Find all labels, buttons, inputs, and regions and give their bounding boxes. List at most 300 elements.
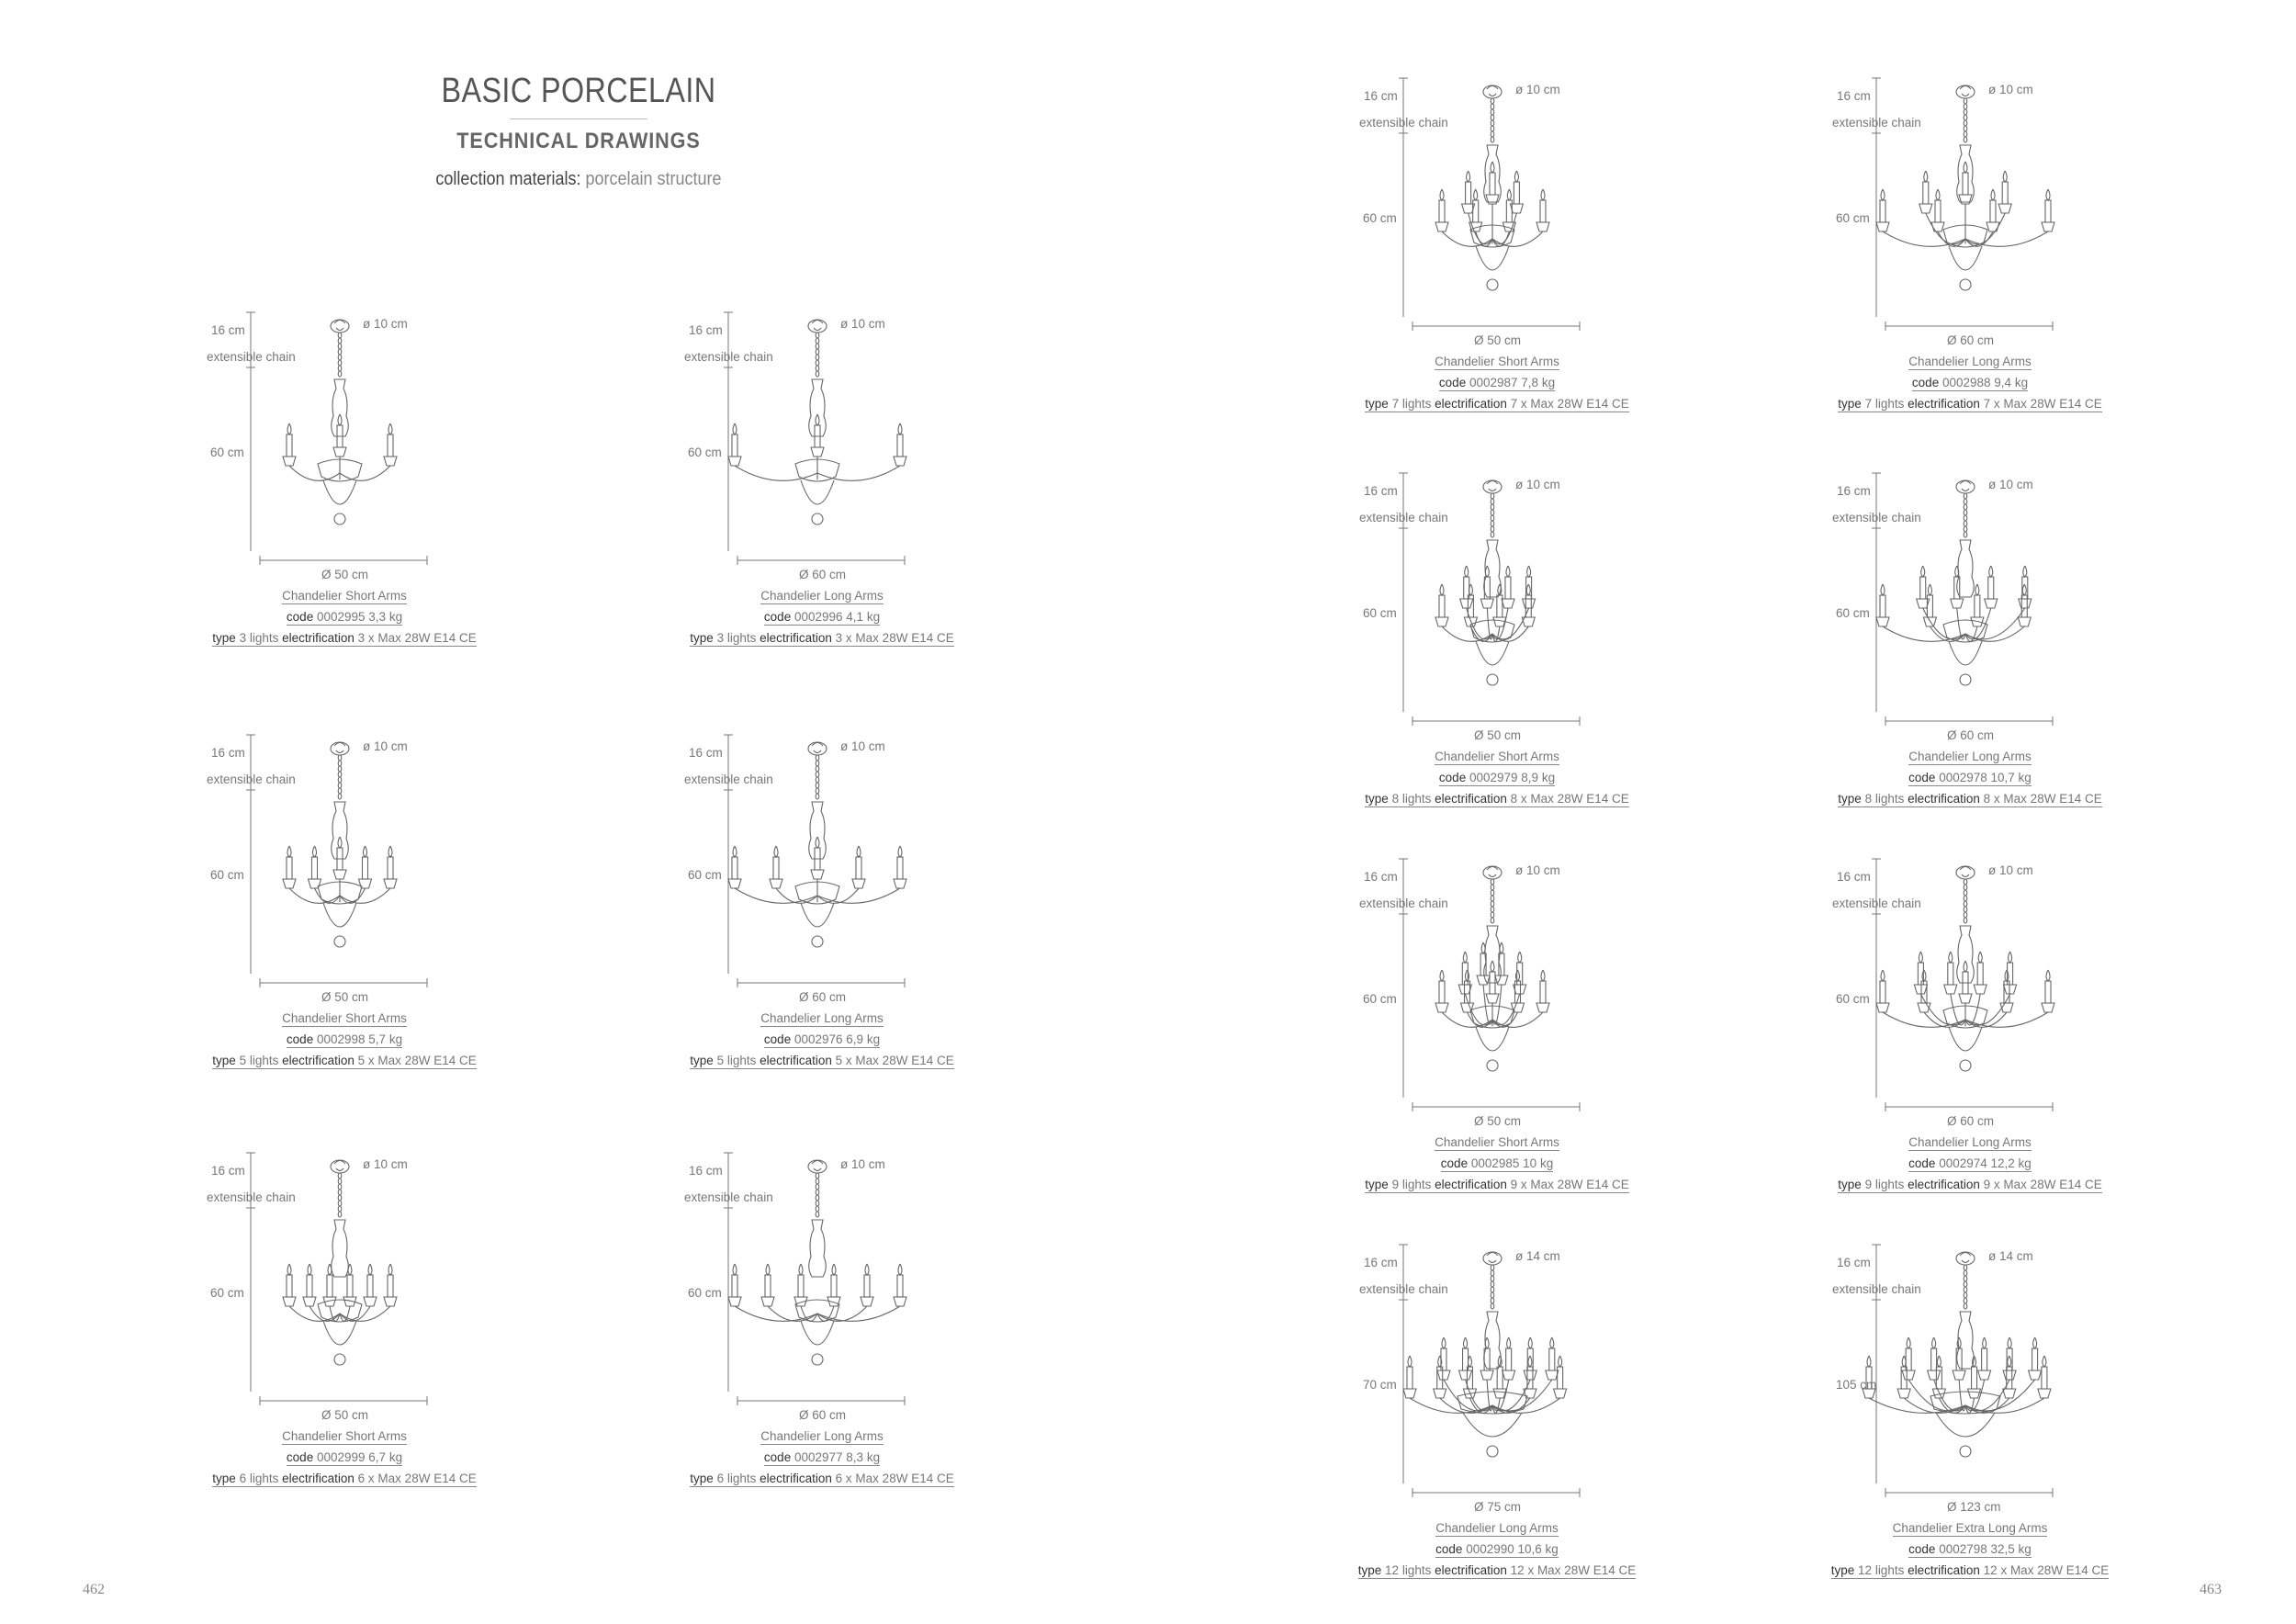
arm-curve — [1444, 1380, 1492, 1411]
flame — [1922, 970, 1926, 981]
product-code: 0002988 — [1941, 376, 1991, 389]
body-bottom — [1936, 1413, 1995, 1437]
candle-cup — [1435, 1003, 1448, 1012]
chain-link — [338, 349, 342, 355]
flame — [1438, 1356, 1442, 1367]
product-name: Chandelier Long Arms — [760, 1429, 884, 1443]
arm-curve — [1483, 985, 1492, 1024]
candle-cup — [1524, 1370, 1536, 1380]
chandelier-drawing — [283, 742, 397, 947]
extensible-chain-label: extensible chain — [207, 773, 296, 786]
arm-curve — [735, 888, 817, 903]
type-label: type — [1357, 1563, 1382, 1577]
product-electrification: 6 x Max 28W E14 CE — [357, 1472, 477, 1485]
candle — [732, 434, 737, 457]
flame — [1964, 162, 1967, 173]
canopy-detail — [812, 743, 823, 753]
electrification-label: electrification — [760, 631, 832, 645]
candle — [1923, 182, 1929, 204]
type-label: type — [1365, 397, 1389, 411]
diameter-label: Ø 60 cm — [799, 1408, 847, 1422]
candle-cup — [283, 457, 296, 466]
canopy-diameter-label: ø 10 cm — [1988, 863, 2033, 877]
finial — [334, 513, 345, 524]
diameter-label: Ø 50 cm — [1474, 1114, 1522, 1128]
flame — [313, 846, 317, 857]
candle-cup — [761, 1297, 774, 1306]
product-electrification: 12 x Max 28W E14 CE — [1510, 1563, 1637, 1577]
candle-cup — [384, 1297, 397, 1306]
product-name: Chandelier Long Arms — [760, 589, 884, 603]
chain-link — [1491, 1270, 1494, 1276]
flame — [1881, 189, 1885, 200]
flame — [1928, 584, 1931, 595]
candle — [1490, 173, 1495, 195]
chain-length-label: 16 cm — [1837, 89, 1871, 103]
flame — [1466, 970, 1469, 981]
flame — [1516, 970, 1520, 981]
candle-cup — [1480, 1370, 1493, 1380]
candle — [1439, 200, 1445, 222]
product-spec-line — [212, 1472, 476, 1487]
canopy-diameter-label: ø 10 cm — [363, 1157, 408, 1171]
flame — [1867, 1356, 1871, 1367]
candle-cup — [1477, 976, 1490, 985]
flame — [1485, 566, 1489, 577]
column-shape — [1957, 145, 1975, 202]
chain-link — [1964, 137, 1967, 142]
chain-link — [338, 1190, 342, 1195]
diameter-label: Ø 60 cm — [1947, 333, 1995, 347]
arm-curve — [817, 1306, 867, 1321]
candle — [1540, 981, 1546, 1003]
candle-cup — [309, 879, 321, 888]
flame — [1989, 566, 1993, 577]
product-code-line — [764, 1450, 880, 1466]
candle — [1540, 200, 1546, 222]
flame — [1975, 584, 1979, 595]
canopy-detail — [812, 321, 823, 331]
finial — [1960, 279, 1971, 290]
arm-curve — [1468, 1012, 1493, 1027]
product-electrification: 5 x Max 28W E14 CE — [357, 1054, 477, 1067]
body-bottom — [1949, 641, 1982, 665]
product-code-line — [1912, 376, 2028, 391]
candle-cup — [1495, 976, 1508, 985]
diameter-label: Ø 50 cm — [1474, 728, 1522, 742]
page-header — [349, 72, 808, 190]
product-electrification: 12 x Max 28W E14 CE — [1983, 1563, 2110, 1577]
candle — [1407, 1367, 1412, 1389]
flame — [338, 837, 342, 848]
code-label: code — [1440, 1156, 1469, 1170]
candle — [1506, 1348, 1512, 1370]
chain-link — [338, 766, 342, 772]
product-spec-line — [690, 1472, 953, 1487]
candle-cup — [2004, 985, 2017, 994]
product-code: 0002995 — [316, 610, 366, 624]
chain-link — [1491, 521, 1494, 526]
product-item — [666, 308, 1033, 657]
product-name: Chandelier Long Arms — [1908, 355, 2032, 368]
candle — [388, 434, 393, 457]
chain-link — [1491, 896, 1494, 901]
product-item — [188, 308, 556, 657]
flame — [1881, 970, 1885, 981]
chain-length-label: 16 cm — [1837, 1256, 1871, 1269]
product-name: Chandelier Short Arms — [282, 1429, 407, 1443]
chandelier-drawing — [1435, 866, 1549, 1071]
height-label: 105 cm — [1836, 1378, 1877, 1392]
chain-link — [1491, 890, 1494, 896]
candle-cup — [1953, 1370, 1965, 1380]
product-weight: 5,7 kg — [368, 1032, 403, 1046]
product-name: Chandelier Short Arms — [1435, 750, 1559, 763]
chain-link — [1964, 504, 1967, 510]
product-code-line — [287, 1450, 402, 1466]
candle — [347, 1275, 353, 1297]
flame — [832, 1264, 836, 1275]
chandelier-drawing — [1435, 480, 1536, 685]
product-electrification: 6 x Max 28W E14 CE — [835, 1472, 954, 1485]
materials-label: collection materials: — [435, 169, 581, 189]
column-shape — [809, 1220, 827, 1277]
diameter-label: Ø 123 cm — [1947, 1500, 2001, 1514]
flame — [1507, 1337, 1511, 1348]
arm-curve — [1965, 608, 1991, 639]
arm-curve — [315, 888, 341, 903]
product-code: 0002998 — [316, 1032, 366, 1046]
page-number-left: 462 — [83, 1582, 105, 1597]
code-label: code — [286, 610, 314, 624]
candle — [287, 434, 292, 457]
flame — [1507, 189, 1511, 200]
flame — [2033, 1337, 2037, 1348]
product-item — [1341, 1240, 1708, 1589]
candle — [1549, 1348, 1555, 1370]
product-lights: 9 lights — [1864, 1178, 1905, 1191]
diameter-label: Ø 60 cm — [1947, 1114, 1995, 1128]
candle-cup — [1985, 599, 1998, 608]
product-code: 0002974 — [1939, 1156, 1987, 1170]
materials-value: porcelain structure — [585, 169, 722, 189]
flame — [1881, 584, 1885, 595]
arm-curve — [340, 466, 390, 480]
canopy-diameter-label: ø 10 cm — [1515, 478, 1560, 491]
flame — [1474, 189, 1478, 200]
flame — [1467, 171, 1470, 182]
chain-link — [1491, 1281, 1494, 1287]
chain-link — [816, 355, 819, 360]
candle-cup — [1437, 1370, 1450, 1380]
flame — [816, 414, 819, 425]
chain-link — [1491, 1303, 1494, 1309]
electrification-label: electrification — [1908, 1178, 1980, 1191]
chandelier-drawing — [283, 320, 397, 524]
candle-cup — [283, 879, 296, 888]
diameter-label: Ø 60 cm — [799, 568, 847, 581]
finial — [1487, 1446, 1498, 1457]
canopy-diameter-label: ø 10 cm — [363, 739, 408, 753]
product-name: Chandelier Long Arms — [1435, 1521, 1559, 1535]
product-code: 0002978 — [1939, 771, 1987, 784]
flame — [898, 846, 902, 857]
flame — [774, 846, 778, 857]
candle-cup — [1536, 1003, 1549, 1012]
candle — [1514, 182, 1519, 204]
product-caption — [1786, 351, 2154, 414]
extensible-chain-label: extensible chain — [684, 1190, 773, 1204]
chain-link — [338, 366, 342, 371]
flame — [816, 837, 819, 848]
chain-link — [1964, 1298, 1967, 1303]
diameter-label: Ø 75 cm — [1474, 1500, 1522, 1514]
chain-link — [1491, 1276, 1494, 1281]
candle — [1880, 595, 1885, 617]
chain-link — [816, 360, 819, 366]
product-name: Chandelier Long Arms — [1908, 750, 2032, 763]
candle — [1988, 577, 1994, 599]
product-spec-line — [1365, 1178, 1628, 1193]
arm-curve — [340, 888, 390, 903]
finial — [1487, 674, 1498, 685]
flame — [898, 1264, 902, 1275]
product-spec-line — [690, 631, 953, 647]
candle-cup — [1536, 222, 1549, 231]
candle-cup — [2042, 1003, 2054, 1012]
product-electrification: 5 x Max 28W E14 CE — [835, 1054, 954, 1067]
flame — [1541, 189, 1545, 200]
flame — [2008, 1356, 2011, 1367]
product-weight: 10 kg — [1523, 1156, 1554, 1170]
candle-cup — [1434, 1389, 1446, 1398]
electrification-label: electrification — [1435, 1178, 1507, 1191]
canopy-detail — [1960, 481, 1971, 491]
body-bottom — [801, 1321, 834, 1345]
chain-length-label: 16 cm — [211, 746, 245, 760]
candle — [856, 857, 861, 879]
canopy-diameter-label: ø 14 cm — [1515, 1249, 1560, 1263]
product-electrification: 9 x Max 28W E14 CE — [1983, 1178, 2102, 1191]
extensible-chain-label: extensible chain — [1832, 116, 1921, 130]
flame — [348, 1264, 352, 1275]
chain-link — [338, 344, 342, 349]
flame — [2003, 171, 2007, 182]
candle — [1505, 577, 1511, 599]
chain-link — [816, 333, 819, 338]
body-bottom — [1476, 246, 1509, 270]
page-number-right: 463 — [2200, 1582, 2222, 1597]
chain-link — [816, 1195, 819, 1201]
chain-link — [1964, 1287, 1967, 1292]
chain-link — [1964, 521, 1967, 526]
finial — [1960, 1060, 1971, 1071]
finial — [1487, 279, 1498, 290]
candle — [312, 857, 318, 879]
candle-cup — [1971, 617, 1984, 626]
product-code-line — [1908, 771, 2032, 786]
flame — [1932, 1337, 1936, 1348]
product-lights: 9 lights — [1391, 1178, 1432, 1191]
candle — [1982, 1348, 1987, 1370]
arm-curve — [1920, 994, 1965, 1025]
extensible-chain-label: extensible chain — [1359, 511, 1448, 524]
extensible-chain-label: extensible chain — [1832, 1282, 1921, 1296]
product-electrification: 9 x Max 28W E14 CE — [1510, 1178, 1629, 1191]
chain-link — [816, 794, 819, 799]
flame — [1936, 189, 1940, 200]
product-weight: 12,2 kg — [1990, 1156, 2032, 1170]
product-caption — [1786, 1132, 2154, 1195]
product-caption — [1313, 1517, 1681, 1581]
product-code: 0002976 — [793, 1032, 843, 1046]
electrification-label: electrification — [1435, 397, 1507, 411]
arm-curve — [1908, 1380, 1965, 1411]
flame — [857, 846, 861, 857]
chain-link — [816, 772, 819, 777]
candle — [773, 857, 779, 879]
flame — [2005, 970, 2009, 981]
flame — [733, 1264, 737, 1275]
electrification-label: electrification — [282, 1472, 355, 1485]
candle-cup — [728, 879, 741, 888]
flame — [1983, 1337, 1986, 1348]
product-caption — [638, 1426, 1006, 1489]
flame — [328, 1264, 332, 1275]
product-code: 0002990 — [1466, 1542, 1514, 1556]
column-shape — [1484, 145, 1502, 202]
chain-link — [816, 338, 819, 344]
product-item — [1341, 854, 1708, 1203]
arm-curve — [817, 466, 900, 480]
product-electrification: 7 x Max 28W E14 CE — [1510, 397, 1629, 411]
canopy-detail — [1960, 1253, 1971, 1263]
product-spec-line — [1838, 1178, 2101, 1193]
chain-link — [816, 366, 819, 371]
chain-link — [1491, 109, 1494, 115]
extensible-chain-label: extensible chain — [1359, 116, 1448, 130]
product-weight: 3,3 kg — [368, 610, 403, 624]
canopy-diameter-label: ø 10 cm — [1515, 83, 1560, 96]
candle-cup — [1978, 1370, 1991, 1380]
chain-link — [1964, 532, 1967, 537]
chain-link — [1491, 912, 1494, 918]
flame — [1526, 584, 1530, 595]
product-code-line — [1435, 1542, 1559, 1558]
flame — [799, 1264, 803, 1275]
chain-link — [816, 766, 819, 772]
product-lights: 8 lights — [1391, 792, 1432, 806]
product-name: Chandelier Short Arms — [1435, 1135, 1559, 1149]
product-caption — [1313, 351, 1681, 414]
flame — [1527, 566, 1531, 577]
finial — [334, 1354, 345, 1365]
candle-cup — [861, 1297, 873, 1306]
column-shape — [809, 379, 827, 436]
candle — [388, 1275, 393, 1297]
electrification-label: electrification — [1435, 1563, 1507, 1577]
candle-cup — [283, 1297, 296, 1306]
product-item — [1814, 73, 2181, 423]
diameter-label: Ø 50 cm — [321, 990, 369, 1004]
product-weight: 7,8 kg — [1521, 376, 1556, 389]
electrification-label: electrification — [760, 1054, 832, 1067]
type-label: type — [212, 1054, 236, 1067]
chandelier-drawing — [283, 1160, 397, 1365]
candle — [2045, 981, 2051, 1003]
product-lights: 3 lights — [239, 631, 279, 645]
arm-curve — [768, 1306, 817, 1321]
chain-length-label: 16 cm — [211, 1164, 245, 1178]
body-bottom — [323, 903, 356, 927]
product-name: Chandelier Long Arms — [1908, 1135, 2032, 1149]
candle — [798, 1275, 804, 1297]
chain-link — [816, 1206, 819, 1212]
product-caption — [161, 1008, 528, 1071]
product-electrification: 7 x Max 28W E14 CE — [1983, 397, 2102, 411]
candle-cup — [1959, 994, 1972, 1003]
extensible-chain-label: extensible chain — [1832, 897, 1921, 910]
flame — [1440, 970, 1444, 981]
product-item — [1814, 1240, 2181, 1589]
candle — [2042, 1367, 2047, 1389]
chain-link — [1491, 1292, 1494, 1298]
product-weight: 4,1 kg — [846, 610, 881, 624]
flame — [1464, 1337, 1468, 1348]
chain-link — [338, 1206, 342, 1212]
product-caption — [1313, 1132, 1681, 1195]
height-label: 60 cm — [1363, 992, 1397, 1006]
chain-link — [1491, 98, 1494, 104]
electrification-label: electrification — [1908, 792, 1980, 806]
candle-cup — [2029, 1370, 2042, 1380]
product-caption — [638, 585, 1006, 648]
height-label: 60 cm — [210, 868, 244, 882]
flame — [1978, 952, 1982, 963]
flame — [2046, 189, 2050, 200]
flame — [1955, 566, 1959, 577]
title-divider — [510, 118, 647, 119]
height-label: 60 cm — [1363, 211, 1397, 225]
chain-length-label: 16 cm — [1364, 484, 1398, 498]
flame — [1991, 189, 1995, 200]
chain-link — [1491, 1298, 1494, 1303]
product-lights: 5 lights — [716, 1054, 757, 1067]
chain-link — [338, 1201, 342, 1206]
candle — [1975, 595, 1980, 617]
code-label: code — [1908, 771, 1936, 784]
flame — [1514, 171, 1518, 182]
chain-link — [338, 788, 342, 794]
flame — [733, 423, 737, 434]
canopy-diameter-label: ø 14 cm — [1988, 1249, 2033, 1263]
candle-cup — [811, 870, 824, 879]
candle — [1439, 595, 1445, 617]
candle — [287, 1275, 292, 1297]
extensible-chain-label: extensible chain — [1359, 1282, 1448, 1296]
chain-length-label: 16 cm — [1364, 1256, 1398, 1269]
chain-link — [338, 1179, 342, 1184]
chain-link — [1491, 1265, 1494, 1270]
candle — [1948, 963, 1953, 985]
code-label: code — [763, 610, 792, 624]
chain-link — [1964, 1265, 1967, 1270]
extensible-chain-label: extensible chain — [207, 350, 296, 364]
flame — [2008, 1337, 2011, 1348]
body-bottom — [1949, 246, 1982, 270]
chain-link — [338, 783, 342, 788]
arm-curve — [289, 466, 340, 480]
